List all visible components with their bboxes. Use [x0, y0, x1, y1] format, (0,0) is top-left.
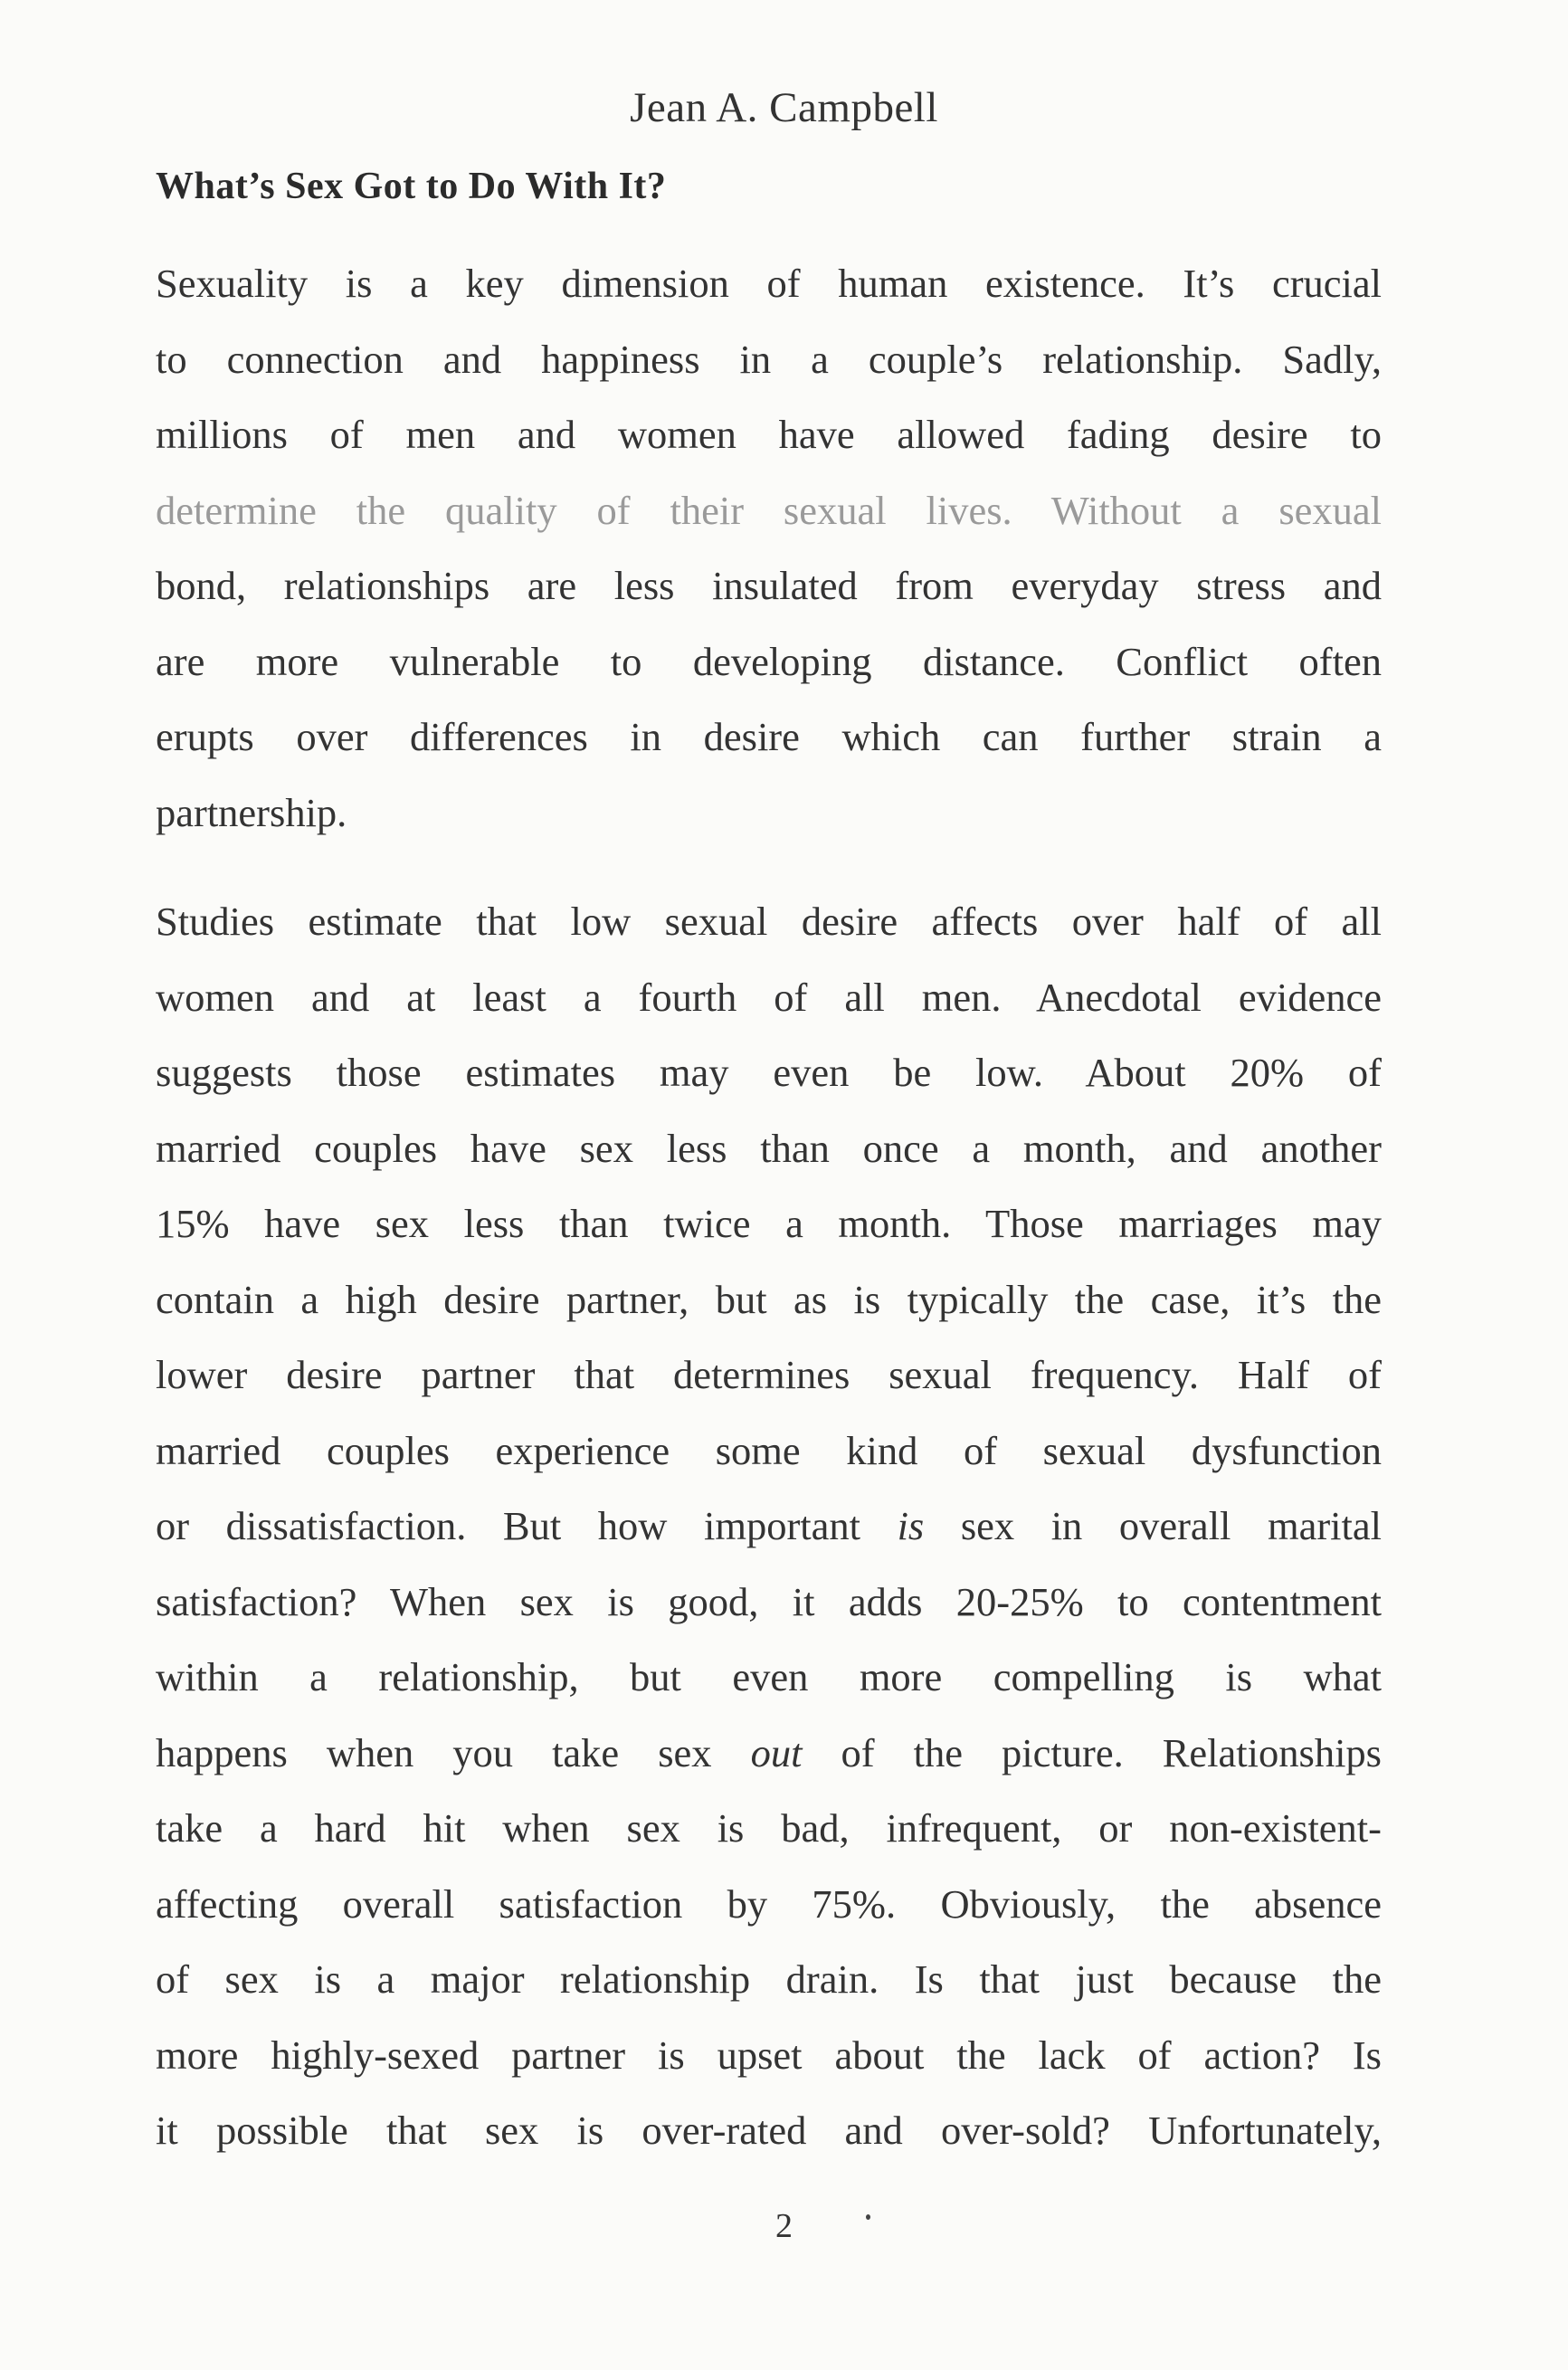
paragraph-line: erupts over differences in desire which can further strain a — [156, 714, 1382, 759]
paragraph-line: lower desire partner that determines sexual frequency. Half of — [156, 1352, 1382, 1397]
paragraph-line: women and at least a fourth of all men. Anecdotal evidence — [156, 974, 1382, 1020]
line-segment: happens when you take sex — [156, 1729, 712, 1775]
paragraph-line: more highly-sexed partner is upset about the lack of action? Is — [156, 2032, 1382, 2078]
line-segment: of the picture. Relationships — [841, 1729, 1383, 1775]
paragraph-line: are more vulnerable to developing distance. Conflict often — [156, 638, 1382, 684]
line-segment: sex in overall marital — [960, 1503, 1383, 1548]
paragraph-line: take a hard hit when sex is bad, infrequent, or non-existent- — [156, 1805, 1382, 1851]
paragraph-line: to connection and happiness in a couple’s relationship. Sadly, — [156, 336, 1382, 382]
paragraph-line: millions of men and women have allowed fading desire to — [156, 412, 1382, 457]
paragraph-line: within a relationship, but even more compelling is what — [156, 1654, 1382, 1699]
paragraph-line: married couples have sex less than once a month, and another — [156, 1125, 1382, 1171]
paragraph-line: it possible that sex is over-rated and over-sold? Unfortunately, — [156, 2108, 1382, 2153]
paragraph-line: 15% have sex less than twice a month. Those marriages may — [156, 1201, 1382, 1246]
emphasis-out: out — [750, 1729, 803, 1775]
paragraph-line: bond, relationships are less insulated from everyday stress and — [156, 563, 1382, 608]
emphasis-is: is — [897, 1503, 925, 1548]
paragraph-line: Studies estimate that low sexual desire affects over half of all — [156, 899, 1382, 944]
paragraph-line: of sex is a major relationship drain. Is that just because the — [156, 1956, 1382, 2002]
paragraph-line-mixed — [156, 1716, 1382, 1792]
running-header-author: Jean A. Campbell — [630, 84, 938, 131]
paragraph-line: married couples experience some kind of sexual dysfunction — [156, 1427, 1382, 1473]
print-speck — [866, 2214, 870, 2220]
paragraph-line-faded: determine the quality of their sexual lives. Without a sexual — [156, 487, 1382, 533]
page-number: 2 — [775, 2207, 793, 2245]
paragraph-line-mixed — [156, 1489, 1382, 1565]
paragraph-1 — [156, 246, 1382, 851]
paragraph-2 — [156, 884, 1382, 2169]
line-segment: or dissatisfaction. But how important — [156, 1503, 860, 1548]
paragraph-line: contain a high desire partner, but as is typically the case, it’s the — [156, 1276, 1382, 1322]
paragraph-line: affecting overall satisfaction by 75%. Obviously, the absence — [156, 1880, 1382, 1927]
paragraph-line: satisfaction? When sex is good, it adds 20-25% to contentment — [156, 1578, 1382, 1624]
section-heading: What’s Sex Got to Do With It? — [156, 166, 667, 207]
paragraph-line: suggests those estimates may even be low. About 20% of — [156, 1050, 1382, 1095]
paragraph-line: Sexuality is a key dimension of human existence. It’s crucial — [156, 261, 1382, 306]
paragraph-line: partnership. — [156, 789, 347, 835]
